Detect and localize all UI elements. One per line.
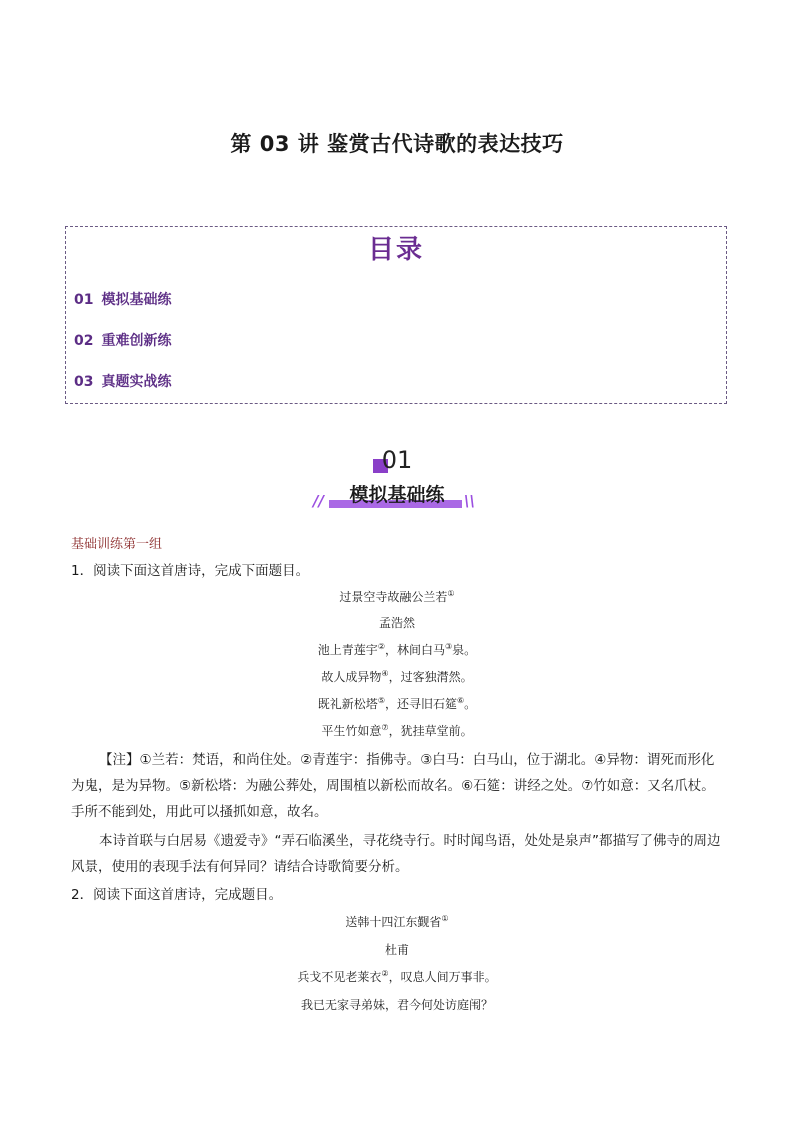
footnote-marker: ⑤ (377, 696, 385, 705)
poem-2-line (0, 968, 794, 985)
toc-item-number: 01 (74, 292, 94, 308)
toc-item-label: 模拟基础练 (101, 292, 172, 308)
question-1-prompt: 1．阅读下面这首唐诗，完成下面题目。 (71, 563, 310, 579)
question-2-prompt: 2．阅读下面这首唐诗，完成题目。 (71, 887, 283, 903)
poem-title-text: 过景空寺故融公兰若 (339, 590, 448, 604)
poem-2-title (0, 913, 794, 930)
poem-2-author: 杜甫 (384, 943, 409, 957)
slash-left-decoration: // (313, 492, 324, 510)
toc-item-2[interactable] (74, 330, 171, 350)
poem-text: ，还寻旧石筵 (384, 697, 457, 711)
poem-text: 。 (464, 697, 477, 711)
subgroup-heading: 基础训练第一组 (71, 537, 163, 552)
poem-text: ，林间白马 (384, 643, 445, 657)
poem-text: 平生竹如意 (321, 724, 382, 738)
toc-item-3[interactable] (74, 371, 171, 391)
poem-text: ，犹挂草堂前。 (388, 724, 473, 738)
page-title: 第 03 讲 鉴赏古代诗歌的表达技巧 (230, 132, 564, 156)
section-number (0, 446, 794, 474)
poem-1-line (0, 641, 794, 658)
question-1-notes: 【注】①兰若：梵语，和尚住处。②青莲宇：指佛寺。③白马：白马山，位于湖北。④异物：谓死而形化为鬼，是为异物。⑤新松塔：为融公葬处，周围植以新松而故名。⑥石筵：讲经之处。⑦竹如意：又名爪杖。手所不能到处，用此可以搔抓如意，故名。 (71, 752, 715, 820)
poem-text: 泉。 (452, 643, 477, 657)
footnote-marker: ① (447, 589, 455, 598)
footnote-marker: ② (377, 642, 385, 651)
poem-1-author: 孟浩然 (378, 616, 415, 630)
section-number-text: 01 (381, 446, 413, 474)
table-of-contents (65, 226, 727, 404)
section-title: 模拟基础练 (349, 484, 445, 506)
poem-1-line (0, 668, 794, 685)
toc-item-label: 重难创新练 (101, 333, 172, 349)
section-banner (0, 480, 794, 510)
poem-text: 既礼新松塔 (317, 697, 378, 711)
question-1-question: 本诗首联与白居易《遗爱寺》“弄石临溪坐，寻花绕寺行。时时闻鸟语，处处是泉声”都描写了佛寺的周边风景，使用的表现手法有何异同？请结合诗歌简要分析。 (71, 833, 721, 875)
toc-heading: 目录 (367, 235, 424, 265)
footnote-marker: ⑥ (457, 696, 465, 705)
footnote-marker: ③ (445, 642, 453, 651)
poem-text: 故人成异物 (321, 670, 382, 684)
slash-right-decoration: \\ (464, 492, 475, 510)
poem-title-text: 送韩十四江东觐省 (345, 915, 442, 929)
footnote-marker: ⑦ (381, 723, 389, 732)
footnote-marker: ① (441, 914, 449, 923)
toc-item-label: 真题实战练 (101, 374, 172, 390)
toc-item-1[interactable] (74, 289, 171, 309)
poem-text: ，过客独潸然。 (388, 670, 473, 684)
poem-text: 我已无家寻弟妹，君今何处访庭闱？ (300, 998, 493, 1012)
poem-text: ，叹息人间万事非。 (388, 970, 497, 984)
footnote-marker: ④ (381, 669, 389, 678)
toc-item-number: 03 (74, 374, 94, 390)
poem-1-line (0, 695, 794, 712)
poem-text: 兵戈不见老莱衣 (297, 970, 382, 984)
footnote-marker: ② (381, 969, 389, 978)
poem-2-line (0, 996, 794, 1013)
poem-1-line (0, 722, 794, 739)
poem-text: 池上青莲宇 (317, 643, 378, 657)
poem-1-title (0, 588, 794, 605)
toc-item-number: 02 (74, 333, 94, 349)
